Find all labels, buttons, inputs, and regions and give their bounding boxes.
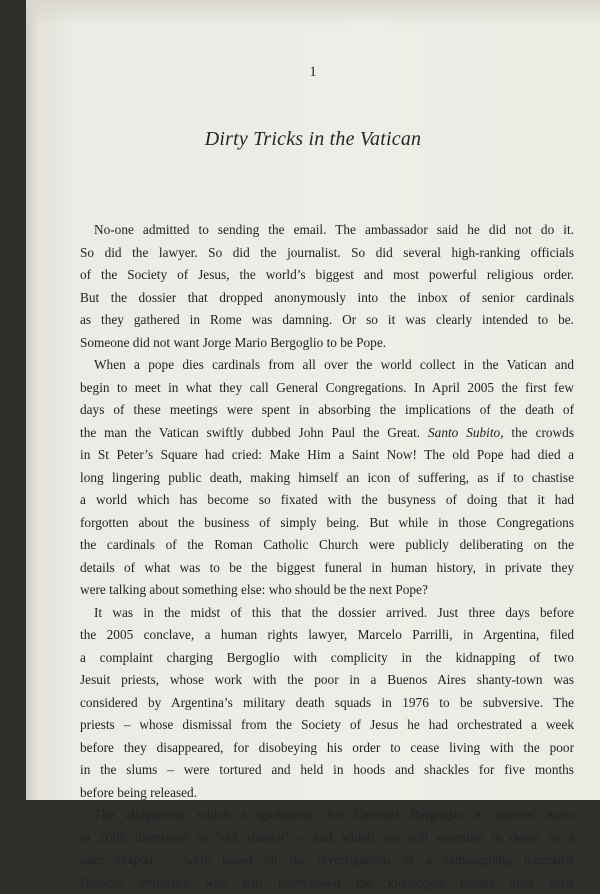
text-line: forgotten about the business of simply being. But while in those Congregations: [80, 512, 574, 535]
text-line: in St Peter’s Square had cried: Make Him a Saint Now! The old Pope had died a: [80, 444, 574, 467]
text-line: begin to meet in what they call General Congregations. In April 2005 the first few: [80, 377, 574, 400]
page-shadow: [26, 0, 600, 26]
text-line: a complaint charging Bergoglio with complicity in the kidnapping of two: [80, 647, 574, 670]
text-line: The allegations, which a spokesman for Cardinal Bergoglio in Buenos Aires: [80, 804, 574, 827]
paragraph-4: [80, 804, 574, 894]
text-line: Horacio Verbitsky who had interviewed the kidnapped Jesuits after their: [80, 872, 574, 894]
text-line: priests – whose dismissal from the Society of Jesus he had orchestrated a week: [80, 714, 574, 737]
text-line: Jesuit priests, whose work with the poor in a Buenos Aires shanty-town was: [80, 669, 574, 692]
text-line-mixed: [80, 422, 574, 445]
text-segment: the man the Vatican swiftly dubbed John Paul the Great.: [80, 425, 420, 440]
text-line: It was in the midst of this that the dossier arrived. Just three days before: [80, 602, 574, 625]
text-line: in 2005 dismissed as ‘old slander’ – and which we will examine in detail in a: [80, 827, 574, 850]
body-text: [80, 219, 574, 894]
paragraph-2: [80, 354, 574, 602]
book-page: [26, 0, 600, 800]
text-line: before being released.: [80, 782, 574, 805]
text-line: considered by Argentina’s military death squads in 1976 to be subversive. The: [80, 692, 574, 715]
text-line: a world which has become so fixated with the busyness of doing that it had: [80, 489, 574, 512]
text-segment: , the crowds: [500, 425, 574, 440]
chapter-title: Dirty Tricks in the Vatican: [26, 128, 600, 151]
text-line: But the dossier that dropped anonymously into the inbox of senior cardinals: [80, 287, 574, 310]
italic-phrase: Santo Subito: [428, 425, 500, 440]
text-line: long lingering public death, making himself an icon of suffering, as if to chastise: [80, 467, 574, 490]
text-line: later chapter – were based on the investigations of a campaigning journalist: [80, 849, 574, 872]
text-line: before they disappeared, for disobeying his order to cease living with the poor: [80, 737, 574, 760]
text-line: of the Society of Jesus, the world’s biggest and most powerful religious order.: [80, 264, 574, 287]
text-line: as they gathered in Rome was damning. Or so it was clearly intended to be.: [80, 309, 574, 332]
text-line: in the slums – were tortured and held in hoods and shackles for five months: [80, 759, 574, 782]
text-line: days of these meetings were spent in absorbing the implications of the death of: [80, 399, 574, 422]
text-line: Someone did not want Jorge Mario Bergoglio to be Pope.: [80, 332, 574, 355]
text-line: the cardinals of the Roman Catholic Church were publicly deliberating on the: [80, 534, 574, 557]
text-line: When a pope dies cardinals from all over the world collect in the Vatican and: [80, 354, 574, 377]
text-line: were talking about something else: who should be the next Pope?: [80, 579, 574, 602]
text-line: So did the lawyer. So did the journalist. So did several high-ranking officials: [80, 242, 574, 265]
chapter-number: 1: [26, 64, 600, 81]
text-line: the 2005 conclave, a human rights lawyer, Marcelo Parrilli, in Argentina, filed: [80, 624, 574, 647]
text-line: No-one admitted to sending the email. The ambassador said he did not do it.: [80, 219, 574, 242]
text-line: details of what was to be the biggest funeral in human history, in private they: [80, 557, 574, 580]
paragraph-1: [80, 219, 574, 354]
paragraph-3: [80, 602, 574, 805]
